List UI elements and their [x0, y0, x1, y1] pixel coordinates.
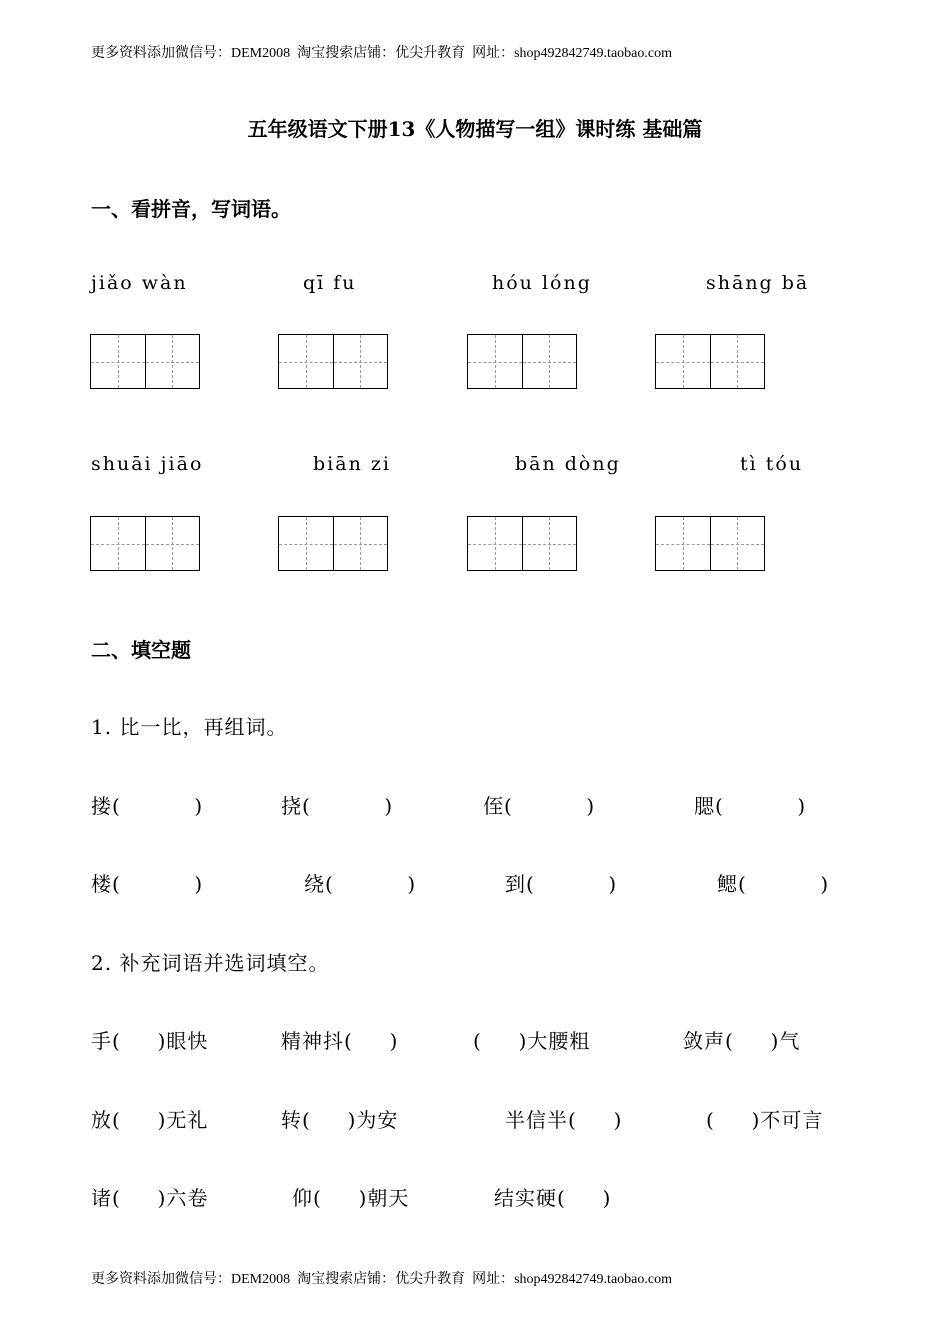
- compare-item: 侄( ): [483, 794, 596, 818]
- idiom-item: 仰( )朝天: [292, 1186, 410, 1210]
- page-header: 更多资料添加微信号：DEM2008 淘宝搜索店铺：优尖升教育 网址：shop492842749.taobao.com: [91, 46, 672, 61]
- compare-item: 楼( ): [91, 872, 204, 896]
- pinyin-7: bān dòng: [515, 453, 621, 475]
- pinyin-8: tì tóu: [740, 453, 804, 475]
- idiom-item: 诸( )六卷: [91, 1186, 209, 1210]
- pinyin-3: hóu lóng: [492, 272, 592, 294]
- writing-box[interactable]: [278, 334, 388, 389]
- pinyin-4: shāng bā: [706, 272, 810, 294]
- idiom-item: 放( )无礼: [91, 1108, 209, 1132]
- compare-item: 挠( ): [281, 794, 394, 818]
- idiom-item: 转( )为安: [281, 1108, 399, 1132]
- idiom-item: 结实硬( ): [494, 1186, 612, 1210]
- writing-box[interactable]: [467, 334, 577, 389]
- compare-item: 到( ): [505, 872, 618, 896]
- question-1-label: 1. 比一比，再组词。: [91, 715, 288, 739]
- writing-box[interactable]: [467, 516, 577, 571]
- compare-item: 绕( ): [304, 872, 417, 896]
- compare-item: 搂( ): [91, 794, 204, 818]
- section2-heading: 二、填空题: [91, 638, 191, 662]
- pinyin-5: shuāi jiāo: [91, 453, 204, 475]
- page-footer: 更多资料添加微信号：DEM2008 淘宝搜索店铺：优尖升教育 网址：shop492842749.taobao.com: [91, 1272, 672, 1287]
- writing-box[interactable]: [278, 516, 388, 571]
- pinyin-6: biān zi: [313, 453, 391, 475]
- section1-heading: 一、看拼音，写词语。: [91, 197, 291, 221]
- idiom-item: 敛声( )气: [683, 1029, 801, 1053]
- idiom-item: ( )大腰粗: [473, 1029, 591, 1053]
- idiom-item: 精神抖( ): [281, 1029, 399, 1053]
- question-2-label: 2. 补充词语并选词填空。: [91, 951, 330, 975]
- compare-item: 鳃( ): [717, 872, 830, 896]
- idiom-item: ( )不可言: [706, 1108, 824, 1132]
- page-title: 五年级语文下册13《人物描写一组》课时练 基础篇: [247, 117, 703, 141]
- writing-box[interactable]: [655, 516, 765, 571]
- idiom-item: 手( )眼快: [91, 1029, 209, 1053]
- idiom-item: 半信半( ): [505, 1108, 623, 1132]
- compare-item: 腮( ): [694, 794, 807, 818]
- writing-box[interactable]: [90, 516, 200, 571]
- pinyin-2: qī fu: [303, 272, 357, 294]
- pinyin-1: jiǎo wàn: [91, 272, 188, 294]
- writing-box[interactable]: [90, 334, 200, 389]
- writing-box[interactable]: [655, 334, 765, 389]
